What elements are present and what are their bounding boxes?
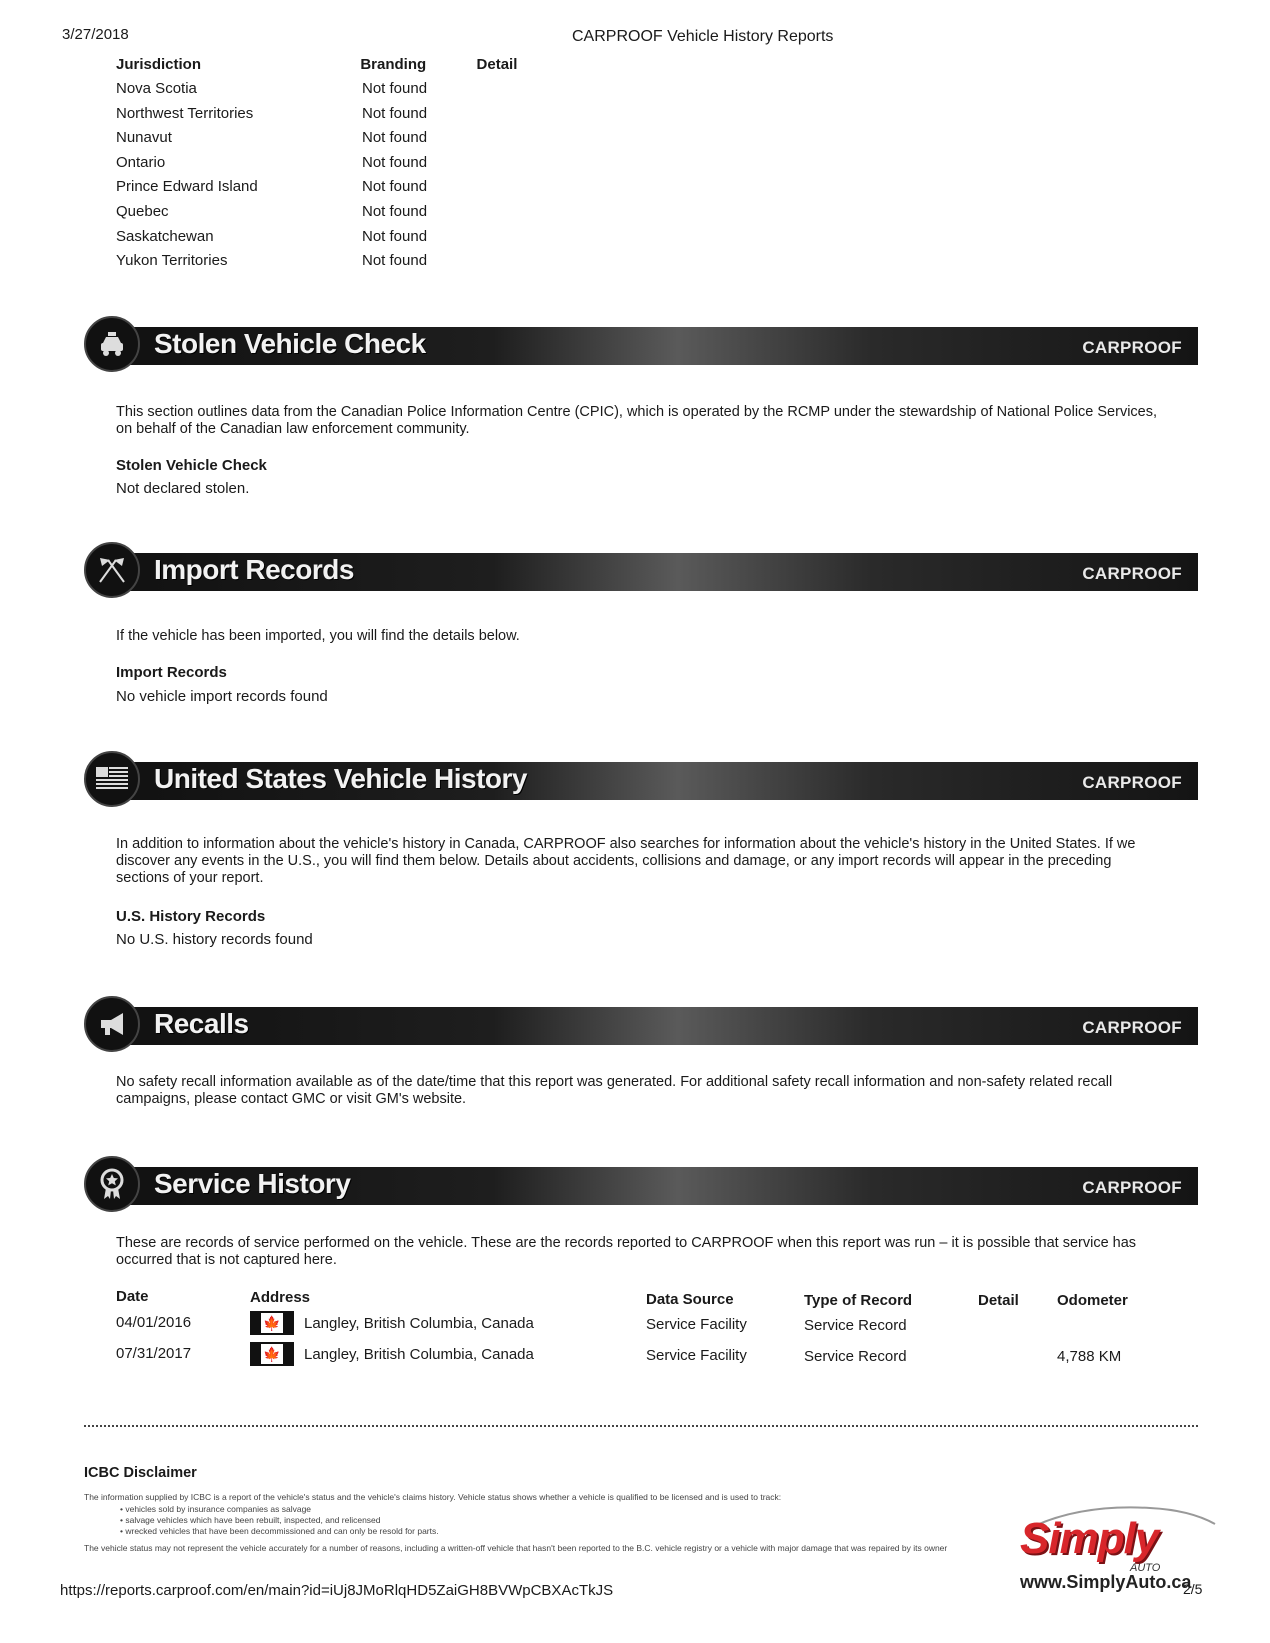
import-label: Import Records <box>116 664 227 681</box>
disclaimer-line: The vehicle status may not represent the vehicle accurately for a number of reasons, including a written-off vehicle that hasn't been reported to the B.C. vehicle registry or a vehicle with major damage that was repaired by its owner <box>84 1543 948 1553</box>
us-value: No U.S. history records found <box>116 931 313 948</box>
banner-bar <box>114 1007 1198 1045</box>
crossed-flags-icon <box>84 542 140 598</box>
import-intro: If the vehicle has been imported, you will find the details below. <box>116 628 520 644</box>
award-ribbon-icon <box>84 1156 140 1212</box>
us-intro: In addition to information about the vehicle's history in Canada, CARPROOF also searches for information about the vehicle's history in the United States. If we discover any events in the U.S., you will find them below. Details about accidents, collisions and damage, or any import records will appear in the preceding sections of your report. <box>116 836 1136 886</box>
page-number: 2/5 <box>1183 1581 1203 1597</box>
carproof-brand: CARPROOF <box>1082 338 1182 357</box>
branding-cell: Not found <box>362 252 428 270</box>
simply-auto-logo <box>1010 1502 1220 1592</box>
jurisdiction-cell: Saskatchewan <box>116 227 214 245</box>
canada-flag-icon: 🍁 <box>250 1342 294 1366</box>
col-date: Date <box>116 1288 149 1305</box>
col-jurisdiction: Jurisdiction <box>116 56 202 73</box>
us-flag-icon <box>84 751 140 807</box>
section-title: Stolen Vehicle Check <box>154 328 426 359</box>
table-row <box>116 178 556 203</box>
service-source: Service Facility <box>646 1347 747 1364</box>
section-title: Import Records <box>154 554 354 585</box>
service-odometer: 4,788 KM <box>1057 1348 1122 1365</box>
section-banner-import <box>84 542 1198 598</box>
divider <box>84 1425 1198 1427</box>
disclaimer-bullet: • vehicles sold by insurance companies as salvage <box>120 1504 312 1514</box>
table-row <box>116 252 556 277</box>
branding-cell: Not found <box>362 129 428 147</box>
recalls-intro: No safety recall information available as of the date/time that this report was generated. For additional safety recall information and non-safety related recall campaigns, please contact GMC or visit GM's website. <box>116 1074 1113 1107</box>
service-date: 07/31/2017 <box>116 1345 192 1362</box>
carproof-brand: CARPROOF <box>1082 773 1182 792</box>
bullet-text: salvage vehicles which have been rebuilt, inspected, and relicensed <box>125 1515 381 1525</box>
carproof-brand: CARPROOF <box>1082 1018 1182 1037</box>
table-row <box>116 154 556 179</box>
col-detail: Detail <box>978 1292 1019 1309</box>
import-value: No vehicle import records found <box>116 688 328 705</box>
service-address: Langley, British Columbia, Canada <box>304 1315 534 1332</box>
canada-flag-icon: 🍁 <box>250 1311 294 1335</box>
section-title: United States Vehicle History <box>154 763 527 794</box>
branding-cell: Not found <box>362 104 428 122</box>
police-car-icon <box>84 316 140 372</box>
logo-word: Simply <box>1020 1514 1159 1563</box>
carproof-brand: CARPROOF <box>1082 564 1182 583</box>
section-banner-recalls <box>84 996 1198 1052</box>
logo-sub: AUTO <box>1130 1562 1161 1574</box>
disclaimer-bullet: • wrecked vehicles that have been decommissioned and can only be resold for parts. <box>120 1526 439 1536</box>
service-date: 04/01/2016 <box>116 1314 192 1331</box>
branding-cell: Not found <box>362 153 428 171</box>
carproof-brand: CARPROOF <box>1082 1178 1182 1197</box>
col-detail: Detail <box>476 56 518 73</box>
bullet-text: vehicles sold by insurance companies as salvage <box>125 1504 312 1514</box>
branding-cell: Not found <box>362 202 428 220</box>
col-odometer: Odometer <box>1057 1292 1128 1309</box>
section-title: Recalls <box>154 1008 249 1039</box>
jurisdiction-cell: Nova Scotia <box>116 80 197 97</box>
col-address: Address <box>250 1289 311 1306</box>
jurisdiction-cell: Quebec <box>116 202 169 220</box>
stolen-value: Not declared stolen. <box>116 480 250 497</box>
branding-cell: Not found <box>362 80 428 97</box>
table-row <box>116 105 556 130</box>
jurisdiction-table <box>116 56 556 277</box>
document-title: CARPROOF Vehicle History Reports <box>572 28 834 45</box>
table-row <box>116 129 556 154</box>
section-banner-us <box>84 751 1198 807</box>
jurisdiction-cell: Yukon Territories <box>116 252 228 270</box>
service-intro: These are records of service performed on the vehicle. These are the records reported to CARPROOF when this report was run – it is possible that service has occurred that is not captured here. <box>116 1235 1137 1268</box>
col-branding: Branding <box>360 56 427 73</box>
jurisdiction-cell: Nunavut <box>116 129 172 147</box>
disclaimer-line: The information supplied by ICBC is a report of the vehicle's status and the vehicle's claims history. Vehicle status shows whether a vehicle is qualified to be licensed and is used to track: <box>84 1492 782 1502</box>
section-banner-stolen <box>84 316 1198 372</box>
print-date: 3/27/2018 <box>62 26 129 43</box>
bullet-text: wrecked vehicles that have been decommissioned and can only be resold for parts. <box>125 1526 439 1536</box>
footer-url[interactable]: https://reports.carproof.com/en/main?id=iUj8JMoRlqHD5ZaiGH8BVWpCBXAcTkJS <box>60 1582 614 1599</box>
section-banner-service <box>84 1156 1198 1212</box>
service-address: Langley, British Columbia, Canada <box>304 1346 534 1363</box>
megaphone-icon <box>84 996 140 1052</box>
jurisdiction-cell: Ontario <box>116 153 166 171</box>
section-title: Service History <box>154 1168 351 1199</box>
stolen-label: Stolen Vehicle Check <box>116 457 267 474</box>
table-row <box>116 228 556 253</box>
table-row <box>116 203 556 228</box>
logo-url: www.SimplyAuto.ca <box>1020 1572 1192 1592</box>
service-type: Service Record <box>804 1317 907 1334</box>
jurisdiction-cell: Prince Edward Island <box>116 178 258 196</box>
disclaimer-bullet: • salvage vehicles which have been rebuilt, inspected, and relicensed <box>120 1515 381 1525</box>
col-type-of-record: Type of Record <box>804 1292 913 1309</box>
table-row <box>116 80 556 105</box>
service-source: Service Facility <box>646 1316 747 1333</box>
jurisdiction-cell: Northwest Territories <box>116 104 254 122</box>
stolen-intro: This section outlines data from the Canadian Police Information Centre (CPIC), which is operated by the RCMP under the stewardship of National Police Services, on behalf of the Canadian law enforcement community. <box>116 404 1158 437</box>
branding-cell: Not found <box>362 178 428 196</box>
jurisdiction-table-header <box>116 56 556 80</box>
branding-cell: Not found <box>362 227 428 245</box>
disclaimer-title: ICBC Disclaimer <box>84 1465 197 1481</box>
us-label: U.S. History Records <box>116 908 266 925</box>
col-data-source: Data Source <box>646 1291 734 1308</box>
service-type: Service Record <box>804 1348 907 1365</box>
